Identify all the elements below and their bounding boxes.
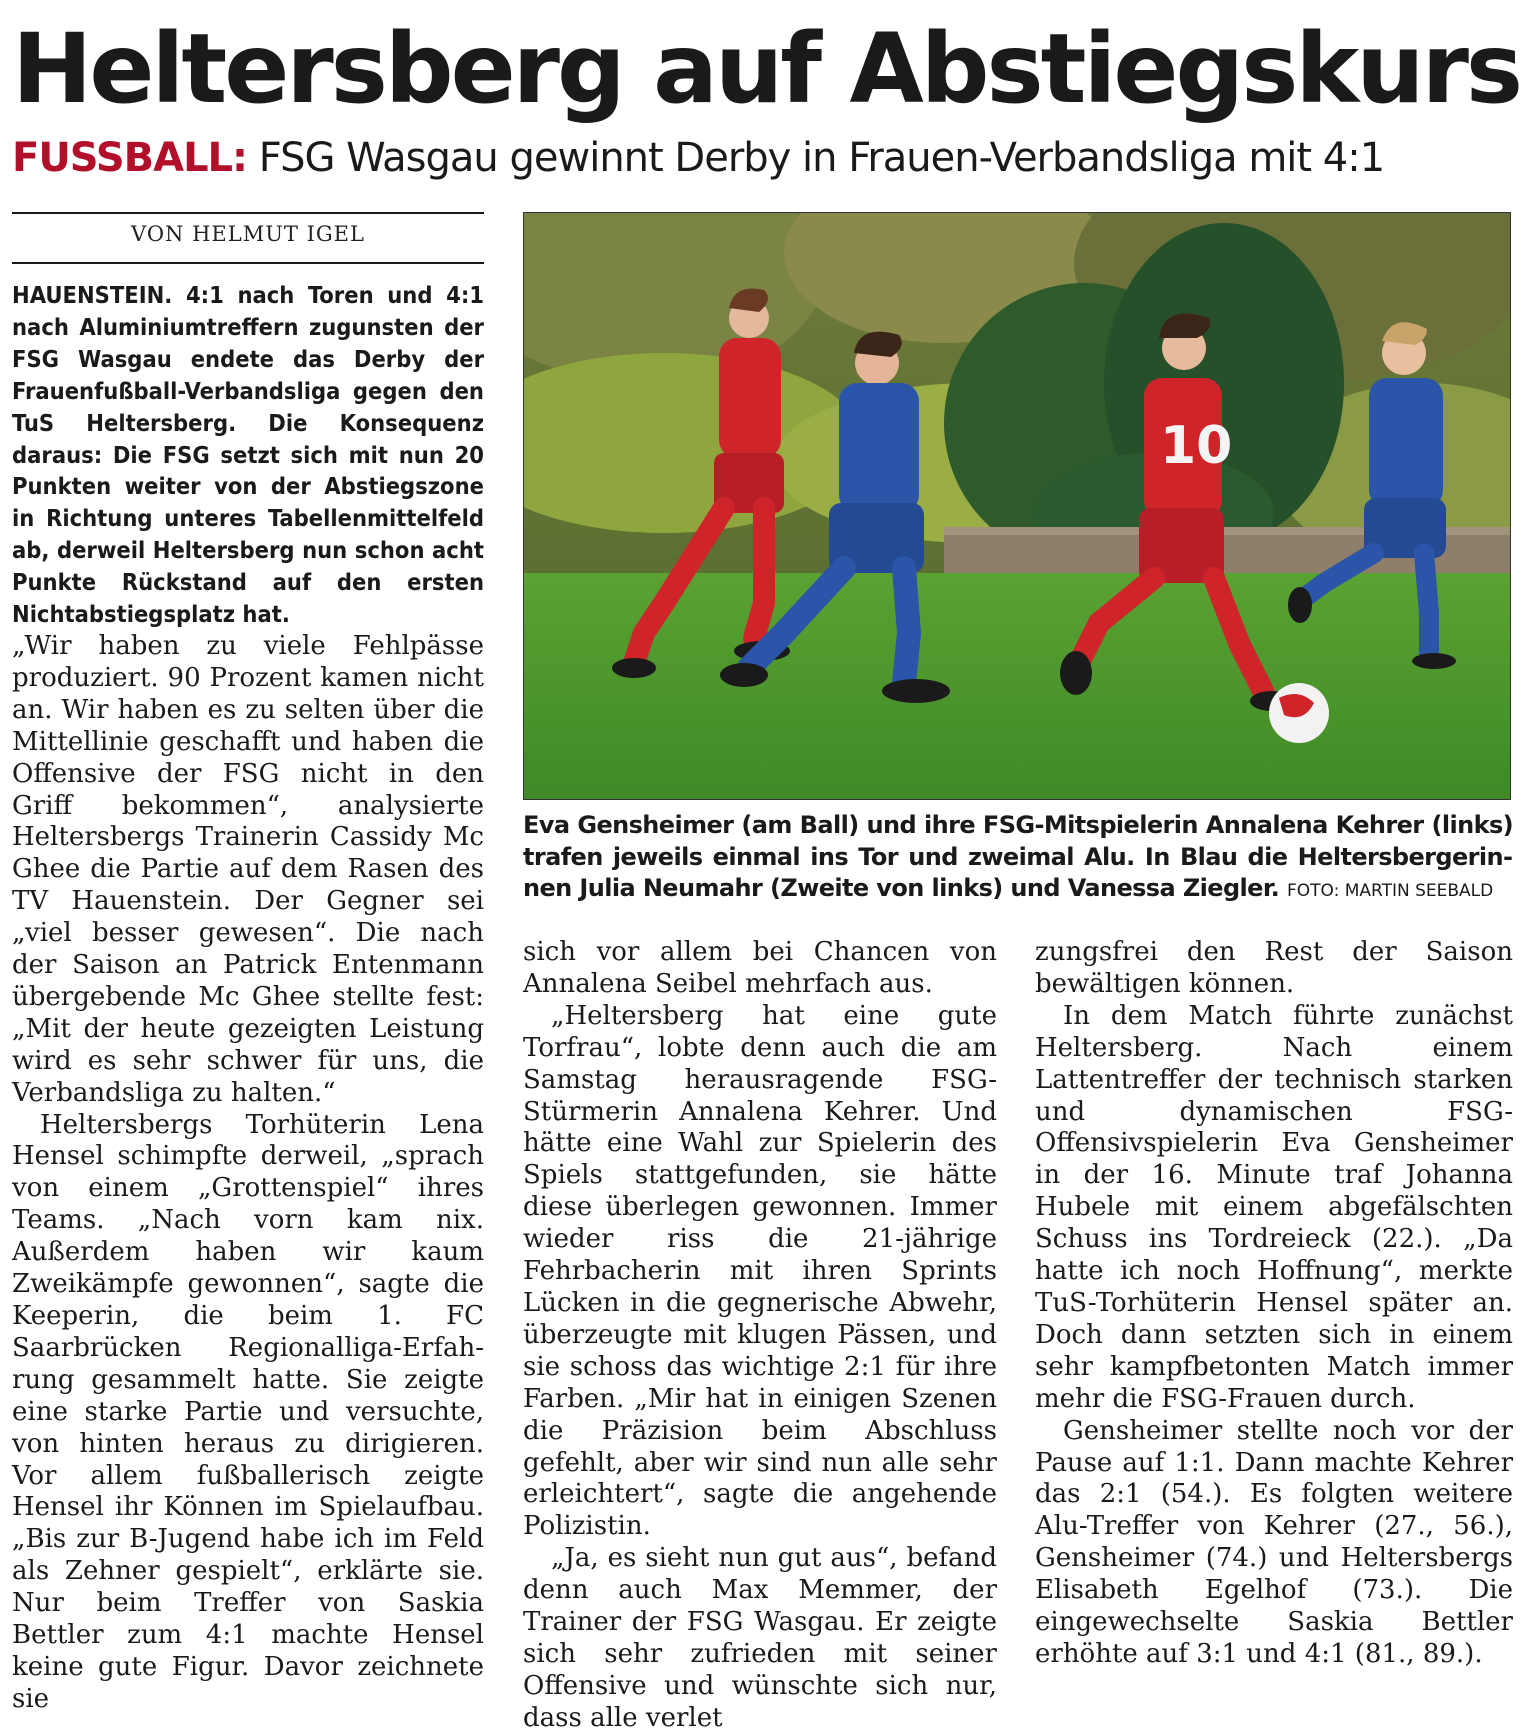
- body-paragraph: „Wir haben zu viele Fehlpässe produziert. 90 Prozent kamen nicht an. Wir haben es zu selten über die Mittellinie geschafft und haben die Offensive der FSG nicht in den Griff bekommen“, analysierte Heltersbergs Trainerin Cassidy Mc Ghee die Partie auf dem Rasen des TV Hauenstein. Der Gegner sei „viel besser gewesen“. Die nach der Saison an Patrick Entenmann übergebende Mc Ghee stellte fest: „Mit der heute gezeigten Leistung wird es sehr schwer für uns, die Verbandsliga zu halten.“: [12, 630, 484, 1108]
- body-paragraph: In dem Match führte zunächst Heltersberg. Nach einem Lattentreffer der technisch starken und dynamischen FSG-Offensivspielerin Eva Gensheimer in der 16. Minute traf Johanna Hubele mit einem abgefälschten Schuss ins Tordreieck (22.). „Da hatte ich noch Hoffnung“, merkte TuS-Torhüterin Hensel später an. Doch dann setzten sich in einem sehr kampfbetonten Match immer mehr die FSG-Frauen durch.: [1035, 1000, 1513, 1414]
- kicker: FUSSBALL:: [12, 135, 248, 181]
- photo-credit: FOTO: MARTIN SEEBALD: [1286, 881, 1494, 901]
- body-paragraph: „Ja, es sieht nun gut aus“, befand denn auch Max Memmer, der Trainer der FSG Wasgau. Er zeigte sich sehr zufrieden mit seiner Offensive und wünschte sich nur, dass alle verlet: [523, 1543, 997, 1733]
- match-photo-illustration: [524, 213, 1510, 799]
- subheadline-line: [12, 132, 1512, 184]
- byline-rule-top: [12, 212, 484, 214]
- headline: Heltersberg auf Abstiegskurs: [12, 13, 1521, 125]
- column-1: [12, 212, 484, 1716]
- subheadline: FSG Wasgau gewinnt Derby in Frauen-Verbandsliga mit 4:1: [258, 135, 1385, 181]
- body-paragraph: „Heltersberg hat eine gute Torfrau“, lobte denn auch die am Samstag herausragende FSG-Stürmerin Annalena Kehrer. Und hätte eine Wahl zur Spielerin des Spiels stattgefunden, sie hätte diese überlegen gewonnen. Immer wieder riss die 21-jährige Fehrbacherin mit ihren Sprints Lücken in die gegnerische Abwehr, überzeugte mit klugen Pässen, und sie schoss das wichtige 2:1 für ihre Farben. „Mir hat in einigen Szenen die Präzision beim Abschluss gefehlt, aber wir sind nun alle sehr erleichtert“, sagte die angehende Polizistin.: [523, 1000, 997, 1542]
- football: [1269, 683, 1329, 743]
- match-photo: [523, 212, 1511, 800]
- byline-rule-bottom: [12, 262, 484, 264]
- byline: VON HELMUT IGEL: [131, 222, 365, 246]
- lead-paragraph: HAUENSTEIN. 4:1 nach Toren und 4:1 nach Aluminiumtreffern zugunsten der FSG Wasgau endete das Derby der Frauenfußball-Verbandsliga gegen den TuS Heltersberg. Die Konsequenz daraus: Die FSG setzt sich mit nun 20 Punkten weiter von der Abstiegszone in Richtung unteres Tabellenmittelfeld ab, derweil Heltersberg nun schon acht Punkte Rückstand auf den ersten Nichtabstiegsplatz hat.: [12, 281, 484, 629]
- body-paragraph: Heltersbergs Torhüterin Lena Hensel schimpfte derweil, „sprach von einem „Grottenspiel“ ihres Teams. „Nach vorn kam nix. Außerdem haben wir kaum Zweikämpfe gewonnen“, sagte die Keeperin, die beim 1. FC Saarbrücken Regionalliga-Erfahrung gesammelt hatte. Sie zeigte eine starke Partie und versuchte, von hinten heraus zu dirigieren. Vor allem fußballerisch zeigte Hensel ihr Können im Spielaufbau. „Bis zur B-Jugend habe ich im Feld als Zehner gespielt“, erklärte sie. Nur beim Treffer von Saskia Bettler zum 4:1 machte Hensel keine gute Figur. Davor zeichnete sie: [12, 1109, 484, 1714]
- photo-caption: [523, 810, 1513, 908]
- column-2: [523, 937, 997, 1735]
- caption-text: Eva Gensheimer (am Ball) und ihre FSG-Mitspielerin Annalena Kehrer (links) trafen jeweils einmal ins Tor und zweimal Alu. In Blau die Heltersbergerinnen Julia Neumahr (Zweite von links) und Vanessa Ziegler.: [523, 811, 1513, 902]
- body-paragraph: zungsfrei den Rest der Saison bewältigen können.: [1035, 937, 1513, 999]
- body-paragraph: sich vor allem bei Chancen von Annalena Seibel mehrfach aus.: [523, 937, 997, 999]
- body-paragraph: Gensheimer stellte noch vor der Pause auf 1:1. Dann machte Kehrer das 2:1 (54.). Es folgten weitere Alu-Treffer von Kehrer (27., 56.), Gensheimer (74.) und Heltersbergs Elisabeth Egelhof (73.). Die eingewechselte Saskia Bettler erhöhte auf 3:1 und 4:1 (81., 89.).: [1035, 1415, 1513, 1669]
- jersey-number: 10: [1160, 416, 1233, 476]
- column-3: [1035, 937, 1513, 1671]
